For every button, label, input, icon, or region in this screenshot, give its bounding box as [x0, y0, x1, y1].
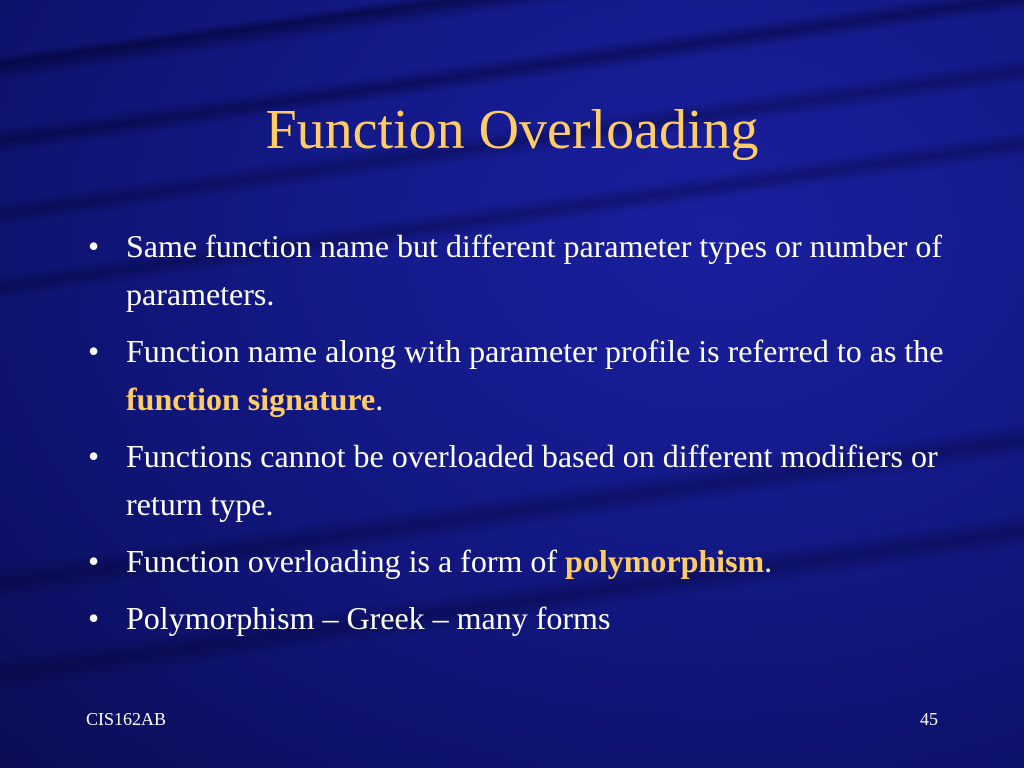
bullet-icon: • — [88, 600, 100, 636]
bullet-list — [88, 222, 948, 651]
bullet-item — [88, 594, 948, 642]
bullet-text: Polymorphism – Greek – many forms — [126, 600, 611, 636]
slide-title: Function Overloading — [265, 99, 759, 161]
bullet-icon: • — [88, 543, 100, 579]
bullet-icon: • — [88, 438, 100, 474]
bullet-icon: • — [88, 333, 100, 369]
bullet-item — [88, 537, 948, 585]
bullet-item — [88, 222, 948, 318]
highlighted-term: function signature — [126, 381, 376, 417]
footer-course-code: CIS162AB — [86, 709, 167, 729]
bullet-text: Function overloading is a form of — [126, 543, 566, 579]
bullet-item — [88, 432, 948, 528]
bullet-item — [88, 327, 948, 423]
bullet-text-end: . — [375, 381, 384, 417]
bullet-text: Functions cannot be overloaded based on different modifiers or return type. — [126, 438, 938, 522]
bullet-text-end: . — [764, 543, 773, 579]
page-number: 45 — [920, 709, 938, 729]
bullet-icon: • — [88, 228, 100, 264]
highlighted-term: polymorphism — [565, 543, 765, 579]
bullet-text: Function name along with parameter profile is referred to as the — [126, 333, 944, 369]
bullet-text: Same function name but different parameter types or number of parameters. — [126, 228, 943, 312]
